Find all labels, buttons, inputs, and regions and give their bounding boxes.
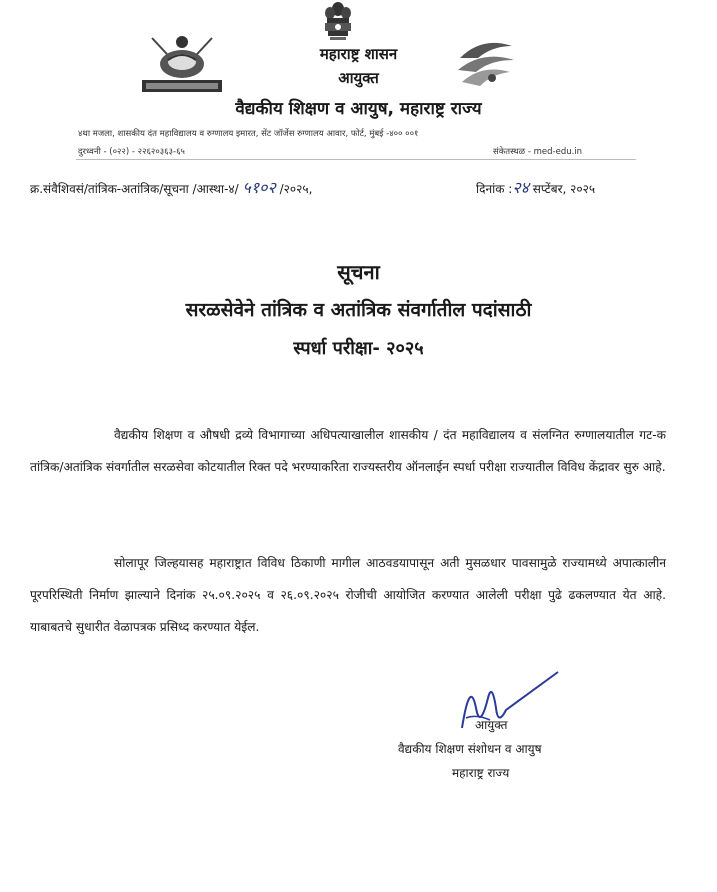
notice-heading: सूचना: [337, 260, 380, 284]
state-emblem-icon: [318, 0, 358, 44]
date-handwritten-day: २४: [512, 178, 529, 197]
body-paragraph-1: वैद्यकीय शिक्षण व औषधी द्रव्ये विभागाच्या अधिपत्याखालील शासकीय / दंत महाविद्यालय व संलग्नित रुग्णालयातील गट-क तांत्रिक/अतांत्रिक संवर्गातील सरळसेवा कोटयातील रिक्त पदे भरण्याकरिता राज्यस्तरीय ऑनलाईन स्पर्धा परीक्षा राज्यातील विविध केंद्रावर सुरु आहे.: [30, 428, 666, 474]
notice-subject-line1: सरळसेवेने तांत्रिक व अतांत्रिक संवर्गातील पदांसाठी: [185, 299, 532, 321]
reference-suffix: /२०२५,: [279, 182, 313, 196]
notice-subject-line2: स्पर्धा परीक्षा- २०२५: [293, 338, 424, 359]
signatory-title: आयुक्त: [475, 718, 508, 732]
office-address: ४था मजला, शासकीय दंत महाविद्यालय व रुग्णालय इमारत, सेंट जॉर्जेस रुग्णालय आवार, फोर्ट, मुंबई -४०० ००१: [78, 129, 419, 139]
signatory-state: महाराष्ट्र राज्य: [452, 766, 510, 780]
document-date: [476, 176, 595, 198]
body-paragraph-2: सोलापूर जिल्हयासह महाराष्ट्रात विविध ठिकाणी मागील आठवडयापासून अती मुसळधार पावसामुळे राज्यामध्ये अपात्कालीन पूरपरिस्थिती निर्माण झाल्याने दिनांक २५.०९.२०२५ व २६.०९.२०२५ रोजीची आयोजित करण्यात आलेली परीक्षा पुढे ढकलण्यात येत आहे. याबाबतचे सुधारीत वेळापत्रक प्रसिध्द करण्यात येईल.: [30, 556, 666, 634]
signatory-department: वैद्यकीय शिक्षण संशोधन व आयुष: [398, 742, 542, 756]
reference-number: [30, 176, 312, 198]
department-name: वैद्यकीय शिक्षण व आयुष, महाराष्ट्र राज्य: [235, 99, 482, 119]
date-label: दिनांक :: [476, 182, 513, 196]
header-divider: [76, 159, 636, 160]
date-month-year: सप्टेंबर, २०२५: [532, 182, 596, 196]
office-website: संकेतस्थळ - med-edu.in: [493, 147, 583, 157]
reference-handwritten-number: ५१०२: [242, 178, 276, 197]
government-name: महाराष्ट्र शासन: [319, 45, 398, 63]
office-title: आयुक्त: [338, 69, 379, 87]
office-phone: दुरध्वनी - (०२२) - २२६२०३६३-६५: [78, 147, 185, 157]
reference-prefix: क्र.संवैशिवसं/तांत्रिक-अतांत्रिक/सूचना /आस्था-४/: [30, 182, 239, 196]
